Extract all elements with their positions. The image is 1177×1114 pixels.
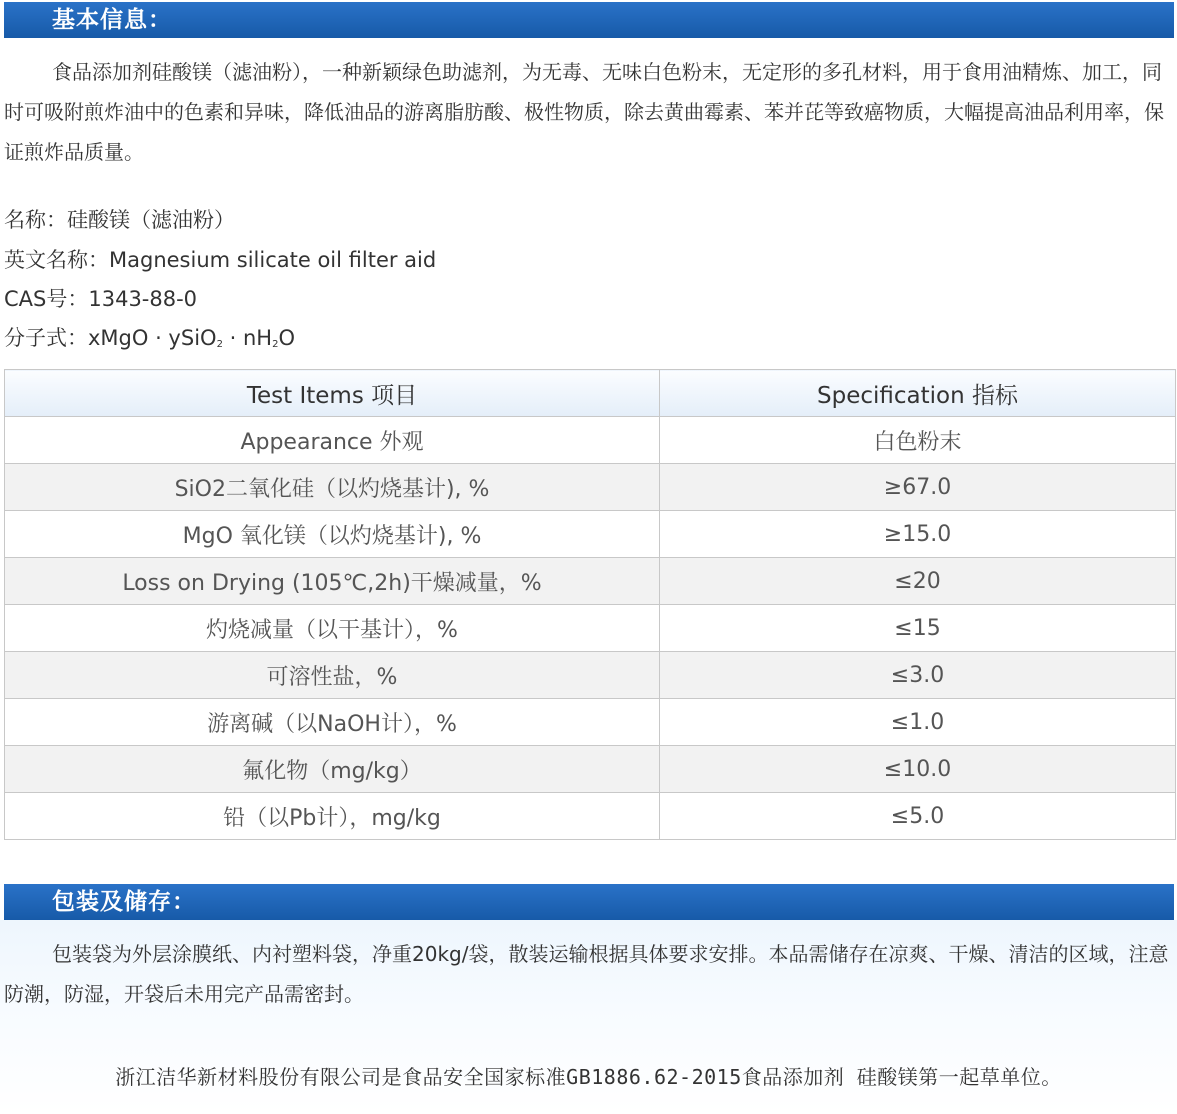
product-name-field — [4, 205, 235, 235]
table-row — [5, 464, 1176, 511]
formula-part-3: O — [278, 326, 295, 350]
spec-value-cell: ≤3.0 — [660, 652, 1176, 699]
header-test-items: Test Items 项目 — [5, 370, 660, 417]
english-name-value: Magnesium silicate oil filter aid — [109, 248, 437, 272]
test-item-cell: Appearance 外观 — [5, 417, 660, 464]
specification-table — [4, 369, 1176, 840]
spec-value-cell: ≥67.0 — [660, 464, 1176, 511]
formula-part-2: · nH — [222, 326, 273, 350]
test-item-cell: 灼烧减量（以干基计），% — [5, 605, 660, 652]
spec-value-cell: ≤20 — [660, 558, 1176, 605]
test-item-cell: SiO2二氧化硅（以灼烧基计), % — [5, 464, 660, 511]
spec-value-cell: 白色粉末 — [660, 417, 1176, 464]
table-header-row — [5, 370, 1176, 417]
spec-value-cell: ≤5.0 — [660, 793, 1176, 840]
spec-value-cell: ≤15 — [660, 605, 1176, 652]
test-item-cell: 游离碱（以NaOH计），% — [5, 699, 660, 746]
basic-info-title: 基本信息： — [52, 7, 172, 33]
cas-value: 1343-88-0 — [88, 287, 198, 311]
packaging-storage-header — [4, 884, 1174, 920]
test-item-cell: 氟化物（mg/kg） — [5, 746, 660, 793]
name-label: 名称： — [4, 208, 67, 232]
spec-value-cell: ≥15.0 — [660, 511, 1176, 558]
formula-label: 分子式： — [4, 326, 88, 350]
table-row — [5, 652, 1176, 699]
spec-value-cell: ≤10.0 — [660, 746, 1176, 793]
table-row — [5, 793, 1176, 840]
table-row — [5, 699, 1176, 746]
basic-info-header — [4, 2, 1174, 38]
formula-subscript-1: 2 — [216, 339, 223, 350]
test-item-cell: 可溶性盐，% — [5, 652, 660, 699]
formula-field — [4, 323, 295, 360]
packaging-storage-title: 包装及储存： — [52, 889, 196, 915]
header-specification: Specification 指标 — [660, 370, 1176, 417]
test-item-cell: MgO 氧化镁（以灼烧基计), % — [5, 511, 660, 558]
company-statement: 浙江洁华新材料股份有限公司是食品安全国家标准GB1886.62-2015食品添加剂 硅酸镁第一起草单位。 — [115, 1065, 1062, 1089]
table-row — [5, 746, 1176, 793]
table-row — [5, 511, 1176, 558]
cas-field — [4, 284, 197, 314]
intro-paragraph: 食品添加剂硅酸镁（滤油粉），一种新颖绿色助滤剂，为无毒、无味白色粉末，无定形的多孔材料，用于食用油精炼、加工，同时可吸附煎炸油中的色素和异味，降低油品的游离脂肪酸、极性物质，除去黄曲霉素、苯并芘等致癌物质，大幅提高油品利用率，保证煎炸品质量。 — [4, 60, 1164, 164]
table-row — [5, 605, 1176, 652]
english-name-field — [4, 245, 436, 275]
cas-label: CAS号： — [4, 287, 89, 311]
packaging-paragraph: 包装袋为外层涂膜纸、内衬塑料袋，净重20kg/袋，散装运输根据具体要求安排。本品需储存在凉爽、干燥、清洁的区域，注意防潮，防湿，开袋后未用完产品需密封。 — [4, 942, 1169, 1006]
formula-part-1: xMgO · ySiO — [88, 326, 217, 350]
spec-value-cell: ≤1.0 — [660, 699, 1176, 746]
table-row — [5, 558, 1176, 605]
name-value: 硅酸镁（滤油粉） — [67, 208, 235, 232]
table-row — [5, 417, 1176, 464]
english-name-label: 英文名称： — [4, 248, 109, 272]
test-item-cell: 铅（以Pb计），mg/kg — [5, 793, 660, 840]
test-item-cell: Loss on Drying (105℃,2h)干燥减量，% — [5, 558, 660, 605]
formula-subscript-2: 2 — [272, 339, 279, 350]
